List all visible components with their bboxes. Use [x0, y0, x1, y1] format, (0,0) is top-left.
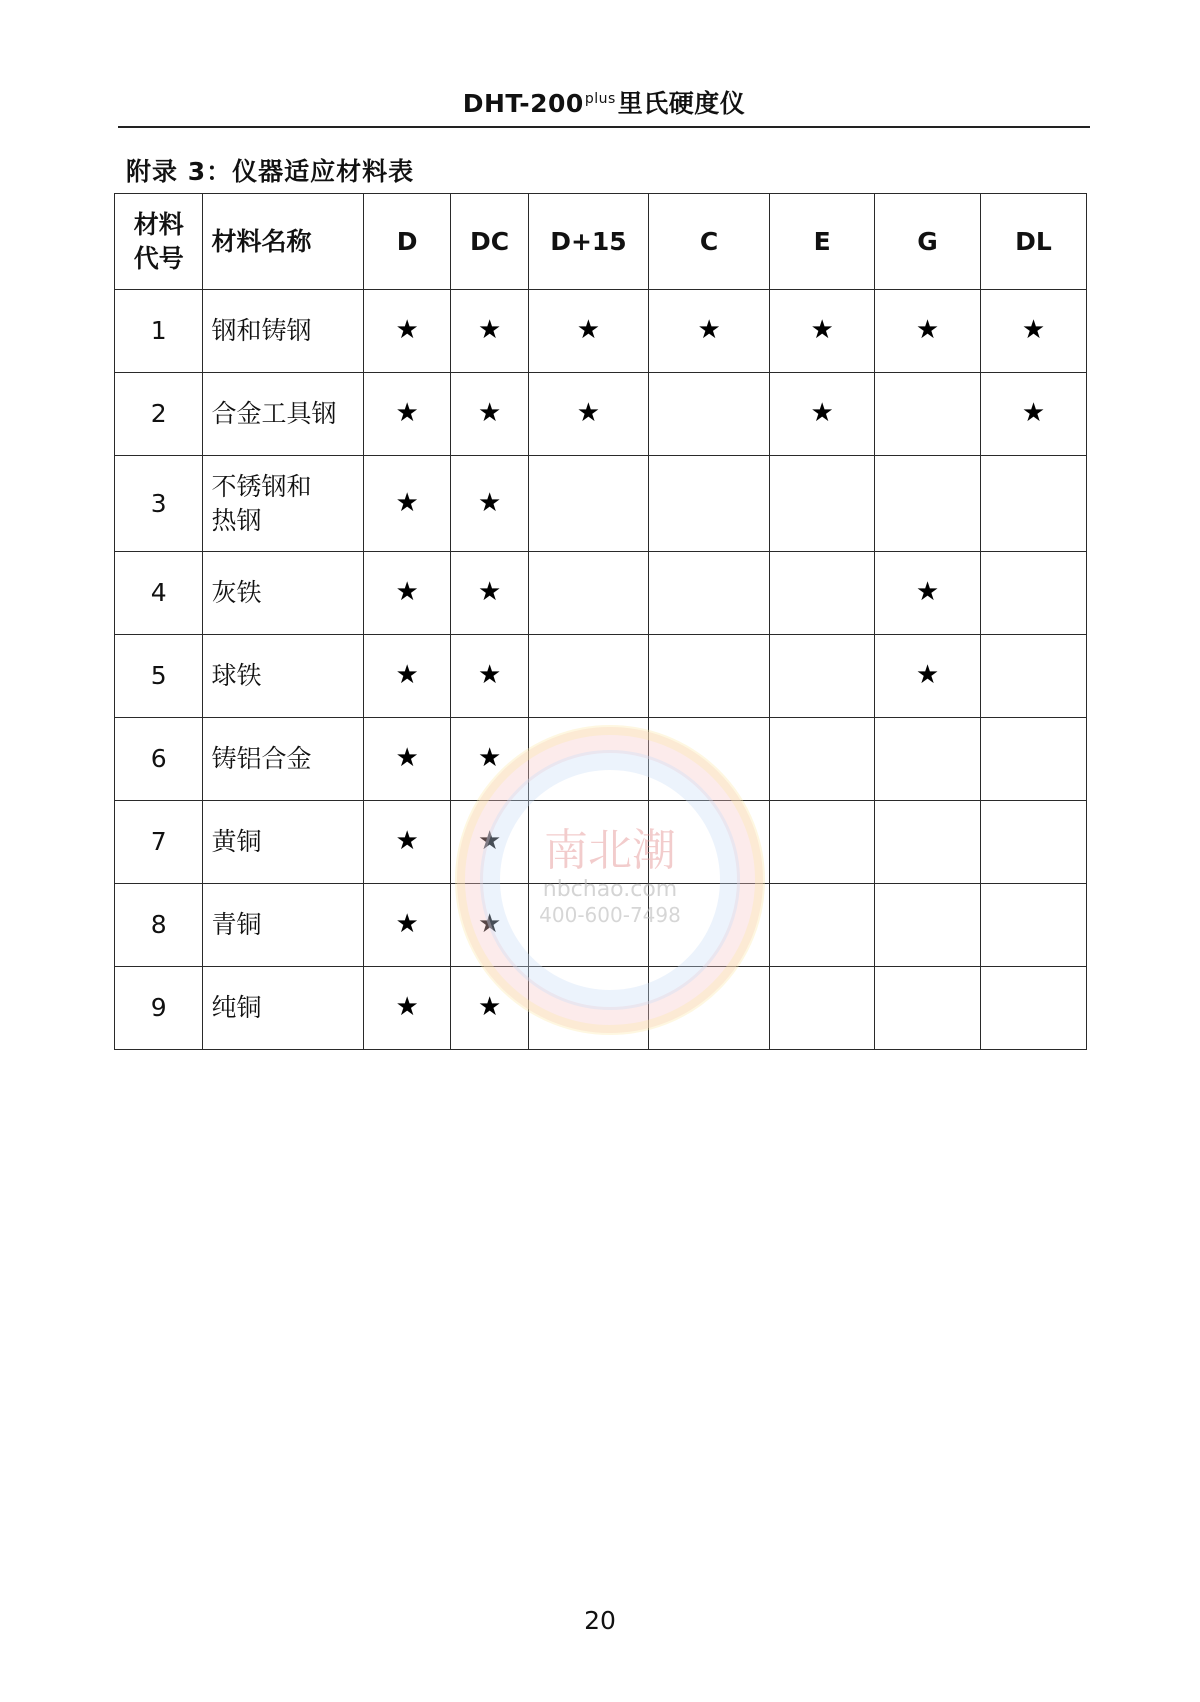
section-title: 附录 3：仪器适应材料表 — [126, 157, 415, 186]
applicability-cell — [980, 290, 1086, 373]
applicability-cell — [649, 718, 770, 801]
material-name: 铸铝合金 — [203, 718, 364, 801]
header-col-d15: D+15 — [528, 194, 648, 290]
material-name: 球铁 — [203, 635, 364, 718]
header-title — [118, 84, 1090, 120]
material-code: 1 — [115, 290, 203, 373]
star-icon: ★ — [477, 487, 502, 518]
star-icon: ★ — [810, 315, 834, 346]
star-icon: ★ — [576, 398, 601, 429]
table-row — [115, 373, 1087, 456]
material-name: 纯铜 — [203, 967, 364, 1050]
table-row — [115, 801, 1087, 884]
applicability-cell — [875, 456, 981, 552]
star-icon: ★ — [915, 660, 940, 691]
header-title-sup: plus — [584, 91, 616, 107]
star-icon: ★ — [1021, 398, 1046, 429]
star-icon: ★ — [1021, 315, 1046, 346]
table-row — [115, 718, 1087, 801]
applicability-cell — [451, 801, 529, 884]
applicability-cell — [451, 635, 529, 718]
applicability-cell — [451, 967, 529, 1050]
applicability-cell — [770, 801, 875, 884]
applicability-cell — [875, 801, 981, 884]
table-header-row — [115, 194, 1087, 290]
applicability-cell — [528, 290, 648, 373]
star-icon: ★ — [477, 577, 502, 608]
star-icon: ★ — [395, 743, 419, 774]
applicability-cell — [649, 290, 770, 373]
header-col-c: C — [649, 194, 770, 290]
applicability-cell — [528, 552, 648, 635]
applicability-cell — [770, 967, 875, 1050]
applicability-cell — [528, 718, 648, 801]
applicability-cell — [649, 967, 770, 1050]
applicability-cell — [363, 290, 450, 373]
applicability-cell — [528, 967, 648, 1050]
applicability-cell — [980, 801, 1086, 884]
table-row — [115, 456, 1087, 552]
star-icon: ★ — [810, 398, 834, 429]
applicability-cell — [875, 290, 981, 373]
applicability-cell — [980, 552, 1086, 635]
star-icon: ★ — [395, 660, 419, 691]
page-header — [118, 84, 1090, 128]
header-col-dl: DL — [980, 194, 1086, 290]
applicability-cell — [451, 290, 529, 373]
applicability-cell — [980, 456, 1086, 552]
star-icon: ★ — [697, 315, 721, 346]
material-name: 青铜 — [203, 884, 364, 967]
applicability-cell — [363, 718, 450, 801]
material-name: 合金工具钢 — [203, 373, 364, 456]
applicability-cell — [528, 635, 648, 718]
applicability-cell — [875, 718, 981, 801]
header-code: 材料 代号 — [115, 194, 203, 290]
applicability-cell — [770, 552, 875, 635]
applicability-cell — [649, 635, 770, 718]
applicability-cell — [451, 552, 529, 635]
header-col-e: E — [770, 194, 875, 290]
applicability-cell — [528, 373, 648, 456]
applicability-cell — [770, 456, 875, 552]
star-icon: ★ — [477, 398, 502, 429]
header-col-d: D — [363, 194, 450, 290]
header-col-dc: DC — [451, 194, 529, 290]
applicability-cell — [980, 373, 1086, 456]
applicability-cell — [363, 967, 450, 1050]
applicability-cell — [770, 373, 875, 456]
star-icon: ★ — [395, 577, 419, 608]
table-row — [115, 884, 1087, 967]
applicability-cell — [875, 884, 981, 967]
material-code: 2 — [115, 373, 203, 456]
applicability-cell — [451, 718, 529, 801]
applicability-cell — [649, 373, 770, 456]
watermark-site: nbchao.com — [542, 877, 678, 902]
applicability-cell — [980, 635, 1086, 718]
applicability-cell — [363, 373, 450, 456]
applicability-cell — [770, 635, 875, 718]
applicability-cell — [649, 552, 770, 635]
header-col-g: G — [875, 194, 981, 290]
material-name: 钢和铸钢 — [203, 290, 364, 373]
star-icon: ★ — [477, 660, 502, 691]
material-name: 黄铜 — [203, 801, 364, 884]
header-name: 材料名称 — [203, 194, 364, 290]
applicability-cell — [451, 884, 529, 967]
applicability-cell — [528, 456, 648, 552]
applicability-cell — [980, 967, 1086, 1050]
applicability-cell — [363, 801, 450, 884]
star-icon: ★ — [395, 487, 419, 518]
star-icon: ★ — [915, 577, 940, 608]
applicability-cell — [875, 967, 981, 1050]
material-name: 灰铁 — [203, 552, 364, 635]
material-code: 3 — [115, 456, 203, 552]
star-icon: ★ — [395, 315, 419, 346]
watermark-phone: 400-600-7498 — [539, 903, 681, 927]
star-icon: ★ — [477, 992, 502, 1023]
header-title-main: DHT-200 — [462, 89, 584, 118]
header-title-rest: 里氏硬度仪 — [617, 89, 746, 118]
applicability-cell — [528, 801, 648, 884]
star-icon: ★ — [477, 909, 502, 940]
applicability-cell — [875, 635, 981, 718]
material-code: 8 — [115, 884, 203, 967]
table-row — [115, 967, 1087, 1050]
material-code: 5 — [115, 635, 203, 718]
applicability-cell — [770, 718, 875, 801]
materials-table — [114, 193, 1087, 1050]
applicability-cell — [770, 290, 875, 373]
applicability-cell — [363, 635, 450, 718]
applicability-cell — [451, 373, 529, 456]
applicability-cell — [363, 456, 450, 552]
material-code: 9 — [115, 967, 203, 1050]
star-icon: ★ — [395, 398, 419, 429]
watermark-brand: 南北潮 — [544, 825, 676, 876]
star-icon: ★ — [477, 743, 502, 774]
applicability-cell — [980, 718, 1086, 801]
applicability-cell — [649, 456, 770, 552]
star-icon: ★ — [477, 826, 502, 857]
material-name: 不锈钢和 热钢 — [203, 456, 364, 552]
applicability-cell — [875, 373, 981, 456]
applicability-cell — [363, 552, 450, 635]
page-number: 20 — [584, 1606, 616, 1635]
star-icon: ★ — [395, 992, 419, 1023]
applicability-cell — [649, 801, 770, 884]
applicability-cell — [980, 884, 1086, 967]
applicability-cell — [363, 884, 450, 967]
material-code: 6 — [115, 718, 203, 801]
applicability-cell — [528, 884, 648, 967]
table-row — [115, 552, 1087, 635]
material-code: 4 — [115, 552, 203, 635]
table-row — [115, 290, 1087, 373]
table-row — [115, 635, 1087, 718]
star-icon: ★ — [395, 826, 419, 857]
applicability-cell — [770, 884, 875, 967]
star-icon: ★ — [576, 315, 601, 346]
star-icon: ★ — [395, 909, 419, 940]
applicability-cell — [451, 456, 529, 552]
applicability-cell — [875, 552, 981, 635]
applicability-cell — [649, 884, 770, 967]
star-icon: ★ — [915, 315, 940, 346]
material-code: 7 — [115, 801, 203, 884]
star-icon: ★ — [477, 315, 502, 346]
